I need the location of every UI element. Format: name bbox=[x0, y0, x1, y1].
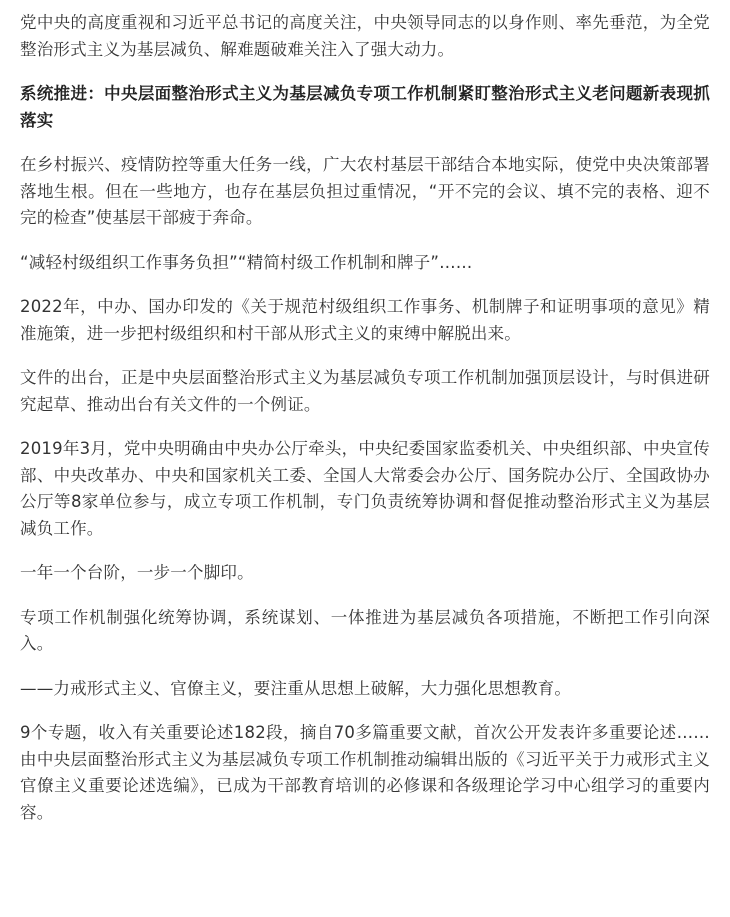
section-heading: 系统推进：中央层面整治形式主义为基层减负专项工作机制紧盯整治形式主义老问题新表现抓落实 bbox=[20, 84, 710, 130]
paragraph-10: 9个专题，收入有关重要论述182段，摘自70多篇重要文献，首次公开发表许多重要论述……由中央层面整治形式主义为基层减负专项工作机制推动编辑出版的《习近平关于力戒形式主义官僚主义重要论述选编》，已成为干部教育培训的必修课和各级理论学习中心组学习的重要内容。 bbox=[20, 723, 710, 822]
paragraph-9: ——力戒形式主义、官僚主义，要注重从思想上破解，大力强化思想教育。 bbox=[20, 678, 572, 698]
paragraph-3: “减轻村级组织工作事务负担”“精简村级工作机制和牌子”…… bbox=[20, 252, 473, 272]
paragraph-4: 2022年，中办、国办印发的《关于规范村级组织工作事务、机制牌子和证明事项的意见》精准施策，进一步把村级组织和村干部从形式主义的束缚中解脱出来。 bbox=[20, 297, 710, 343]
paragraph-5: 文件的出台，正是中央层面整治形式主义为基层减负专项工作机制加强顶层设计，与时俱进研究起草、推动出台有关文件的一个例证。 bbox=[20, 368, 710, 414]
paragraph-2: 在乡村振兴、疫情防控等重大任务一线，广大农村基层干部结合本地实际，使党中央决策部署落地生根。但在一些地方，也存在基层负担过重情况，“开不完的会议、填不完的表格、迎不完的检查”使基层干部疲于奔命。 bbox=[20, 155, 710, 227]
paragraph-1: 党中央的高度重视和习近平总书记的高度关注，中央领导同志的以身作则、率先垂范，为全党整治形式主义为基层减负、解难题破难关注入了强大动力。 bbox=[20, 13, 710, 59]
paragraph-6: 2019年3月，党中央明确由中央办公厅牵头，中央纪委国家监委机关、中央组织部、中央宣传部、中央改革办、中央和国家机关工委、全国人大常委会办公厅、国务院办公厅、全国政协办公厅等8家单位参与，成立专项工作机制，专门负责统筹协调和督促推动整治形式主义为基层减负工作。 bbox=[20, 439, 710, 538]
paragraph-8: 专项工作机制强化统筹协调，系统谋划、一体推进为基层减负各项措施，不断把工作引向深入。 bbox=[20, 607, 710, 653]
paragraph-7: 一年一个台阶，一步一个脚印。 bbox=[20, 563, 254, 582]
